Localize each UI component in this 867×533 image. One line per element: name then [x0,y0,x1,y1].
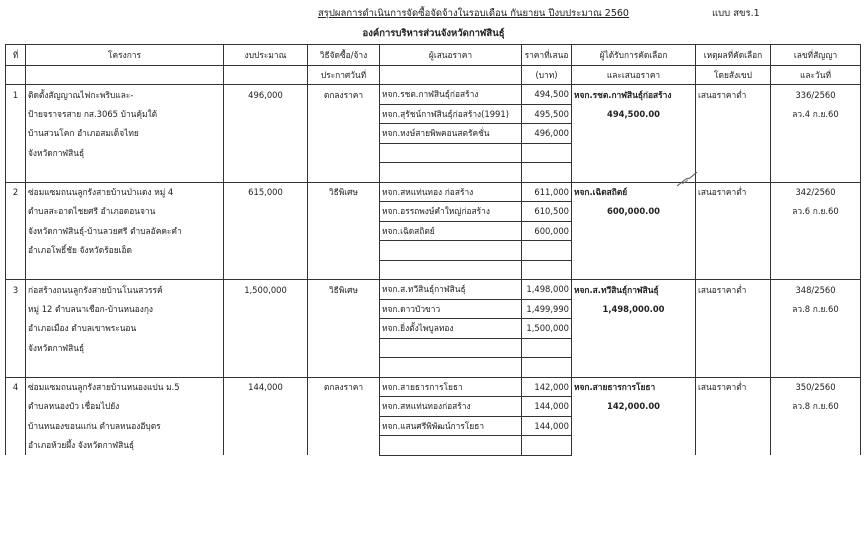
contract-date-cell: ลว.4 ก.ย.60 [771,104,861,124]
col-budget: งบประมาณ [224,45,308,66]
col-bidder-2 [380,66,522,85]
method-cell: ตกลงราคา [308,85,380,105]
table-body [6,85,861,456]
row-number: 4 [6,377,26,397]
method-cell [308,299,380,319]
table-row [6,416,861,436]
col-bidder: ผู้เสนอราคา [380,45,522,66]
project-text: ป้ายจราจรสาย กส.3065 บ้านคุ้มใต้ [26,104,224,124]
selected-vendor-cell: หจก.สายธารการโยธา [572,377,696,397]
budget-cell: 496,000 [224,85,308,105]
handwritten-mark-icon [676,170,698,188]
reason-cell [696,104,771,124]
contract-date-cell: ลว.8 ก.ย.60 [771,397,861,417]
selected-vendor-cell [572,319,696,339]
price-cell: 600,000 [522,221,572,241]
project-text: อำเภอเมือง ตำบลเขาพระนอน [26,319,224,339]
table-row [6,319,861,339]
price-cell: 1,499,990 [522,299,572,319]
price-cell: 494,500 [522,85,572,105]
budget-cell [224,221,308,241]
project-text: หมู่ 12 ตำบลนาเชือก-บ้านหนองกุง [26,299,224,319]
budget-cell: 1,500,000 [224,280,308,300]
contract-no-cell: 350/2560 [771,377,861,397]
reason-cell [696,397,771,417]
table-row [6,202,861,222]
table-row [6,299,861,319]
method-cell [308,436,380,456]
row-number [6,202,26,222]
reason-cell [696,299,771,319]
table-row [6,377,861,397]
row-number [6,299,26,319]
document-title: สรุปผลการดำเนินการจัดซื้อจัดจ้างในรอบเดือน กันยายน ปีงบประมาณ 2560 [318,8,629,19]
col-method: วิธีจัดซื้อ/จ้าง [308,45,380,66]
table-row [6,104,861,124]
project-text: บ้านหนองขอนแก่น ตำบลหนองอีบุตร [26,416,224,436]
budget-cell [224,397,308,417]
table-row [6,436,861,456]
reason-cell [696,416,771,436]
selected-price-cell: 1,498,000.00 [572,299,696,319]
contract-no-cell [771,143,861,163]
contract-no-cell [771,358,861,378]
bidder-cell: หจก.อรรถพงษ์คำใหญ่ก่อสร้าง [380,202,522,222]
row-number: 2 [6,182,26,202]
price-cell [522,143,572,163]
row-number [6,124,26,144]
col-budget-2 [224,66,308,85]
project-text [26,358,224,378]
budget-cell [224,143,308,163]
bidder-cell: หจก.ยิ่งตั้งไพบูลทอง [380,319,522,339]
col-contract: เลขที่สัญญา [771,45,861,66]
bidder-cell: หจก.หงษ์สายพิพคอนสตรัคชั่น [380,124,522,144]
contract-no-cell [771,436,861,456]
contract-no-cell [771,221,861,241]
selected-vendor-cell: หจก.เฉิดสถิตย์ [572,182,696,202]
form-code: แบบ สขร.1 [712,8,760,19]
price-cell [522,260,572,280]
project-text: ซ่อมแซมถนนลูกรังสายบ้านป่าแดง หมู่ 4 [26,182,224,202]
bidder-cell [380,260,522,280]
contract-no-cell: 336/2560 [771,85,861,105]
table-row [6,124,861,144]
price-cell: 1,498,000 [522,280,572,300]
method-cell [308,358,380,378]
price-cell: 1,500,000 [522,319,572,339]
reason-cell: เสนอราคาต่ำ [696,85,771,105]
col-contract-2: และวันที่ [771,66,861,85]
project-text: อำเภอโพธิ์ชัย จังหวัดร้อยเอ็ด [26,241,224,261]
document-title-bar [0,6,867,22]
budget-cell [224,202,308,222]
method-cell [308,260,380,280]
reason-cell [696,221,771,241]
budget-cell [224,299,308,319]
contract-date-cell: ลว.6 ก.ย.60 [771,202,861,222]
row-number [6,163,26,183]
table-row [6,143,861,163]
col-no: ที่ [6,45,26,66]
row-number [6,241,26,261]
project-text: ก่อสร้างถนนลูกรังสายบ้านโนนสวรรค์ [26,280,224,300]
price-cell [522,241,572,261]
price-cell [522,338,572,358]
reason-cell [696,241,771,261]
budget-cell [224,436,308,456]
bidder-cell: หจก.สหแท่นทองก่อสร้าง [380,397,522,417]
col-project-2 [26,66,224,85]
price-cell: 495,500 [522,104,572,124]
col-no-2 [6,66,26,85]
contract-no-cell [771,260,861,280]
project-text [26,163,224,183]
bidder-cell [380,241,522,261]
organization-name: องค์การบริหารส่วนจังหวัดกาฬสินธุ์ [362,28,505,39]
budget-cell: 144,000 [224,377,308,397]
row-number [6,143,26,163]
budget-cell: 615,000 [224,182,308,202]
selected-vendor-cell [572,338,696,358]
reason-cell [696,260,771,280]
reason-cell [696,163,771,183]
selected-price-cell: 600,000.00 [572,202,696,222]
method-cell [308,241,380,261]
selected-vendor-cell [572,221,696,241]
contract-date-cell: ลว.8 ก.ย.60 [771,299,861,319]
selected-vendor-cell [572,260,696,280]
bidder-cell [380,358,522,378]
table-row [6,397,861,417]
project-text: ตำบลหนองบัว เชื่อมไปยัง [26,397,224,417]
selected-vendor-cell [572,358,696,378]
contract-no-cell [771,416,861,436]
contract-no-cell: 342/2560 [771,182,861,202]
method-cell [308,163,380,183]
project-text: จังหวัดกาฬสินธุ์ [26,338,224,358]
col-price: ราคาที่เสนอ [522,45,572,66]
method-cell: ตกลงราคา [308,377,380,397]
selected-vendor-cell: หจก.ส.ทวีสินธุ์กาฬสินธุ์ [572,280,696,300]
budget-cell [224,260,308,280]
price-cell: 142,000 [522,377,572,397]
budget-cell [224,124,308,144]
row-number: 1 [6,85,26,105]
method-cell [308,319,380,339]
row-number: 3 [6,280,26,300]
method-cell: วิธีพิเศษ [308,182,380,202]
price-cell [522,358,572,378]
col-price-2: (บาท) [522,66,572,85]
row-number [6,319,26,339]
reason-cell: เสนอราคาต่ำ [696,182,771,202]
price-cell: 496,000 [522,124,572,144]
budget-cell [224,104,308,124]
method-cell [308,338,380,358]
table-row [6,85,861,105]
price-cell [522,163,572,183]
project-text: อำเภอห้วยผึ้ง จังหวัดกาฬสินธุ์ [26,436,224,456]
contract-no-cell [771,241,861,261]
project-text [26,260,224,280]
col-project: โครงการ [26,45,224,66]
bidder-cell [380,163,522,183]
reason-cell: เสนอราคาต่ำ [696,377,771,397]
row-number [6,436,26,456]
price-cell: 611,000 [522,182,572,202]
selected-vendor-cell [572,241,696,261]
contract-no-cell [771,163,861,183]
col-reason-2: โดยสังเขป [696,66,771,85]
bidder-cell: หจก.สายธารการโยธา [380,377,522,397]
reason-cell [696,358,771,378]
reason-cell [696,202,771,222]
bidder-cell: หจก.สุรัชน์กาฬสินธุ์ก่อสร้าง(1991) [380,104,522,124]
price-cell: 144,000 [522,416,572,436]
project-text: บ้านสวนโคก อำเภอสมเด็จไทย [26,124,224,144]
selected-vendor-cell [572,143,696,163]
price-cell: 144,000 [522,397,572,417]
row-number [6,221,26,241]
contract-no-cell [771,338,861,358]
row-number [6,416,26,436]
selected-price-cell: 142,000.00 [572,397,696,417]
reason-cell [696,338,771,358]
project-text: ซ่อมแซมถนนลูกรังสายบ้านหนองแปน ม.5 [26,377,224,397]
selected-price-cell: 494,500.00 [572,104,696,124]
bidder-cell: หจก.แสนศรีพิพัฒน์การโยธา [380,416,522,436]
reason-cell [696,143,771,163]
budget-cell [224,358,308,378]
bidder-cell: หจก.สหแท่นทอง ก่อสร้าง [380,182,522,202]
bidder-cell: หจก.รชต.กาฬสินธุ์ก่อสร้าง [380,85,522,105]
bidder-cell [380,338,522,358]
method-cell [308,221,380,241]
table-row [6,338,861,358]
contract-no-cell [771,319,861,339]
col-method-2: ประกาศวันที่ [308,66,380,85]
bidder-cell [380,436,522,456]
method-cell [308,143,380,163]
project-text: ติดตั้งสัญญาณไฟกะพริบและ- [26,85,224,105]
method-cell [308,104,380,124]
reason-cell [696,124,771,144]
col-selected: ผู้ได้รับการคัดเลือก [572,45,696,66]
selected-vendor-cell [572,124,696,144]
table-row [6,182,861,202]
row-number [6,104,26,124]
bidder-cell: หจก.ส.ทวีสินธุ์กาฬสินธุ์ [380,280,522,300]
budget-cell [224,241,308,261]
procurement-table [5,44,861,456]
method-cell [308,416,380,436]
bidder-cell: หจก.เฉิดสถิตย์ [380,221,522,241]
price-cell: 610,500 [522,202,572,222]
method-cell [308,202,380,222]
row-number [6,358,26,378]
budget-cell [224,416,308,436]
table-row [6,163,861,183]
table-row [6,358,861,378]
method-cell [308,124,380,144]
bidder-cell [380,143,522,163]
project-text: จังหวัดกาฬสินธุ์ [26,143,224,163]
method-cell [308,397,380,417]
row-number [6,260,26,280]
selected-vendor-cell [572,416,696,436]
selected-vendor-cell: หจก.รชต.กาฬสินธุ์ก่อสร้าง [572,85,696,105]
row-number [6,338,26,358]
col-selected-2: และเสนอราคา [572,66,696,85]
price-cell [522,436,572,456]
contract-no-cell: 348/2560 [771,280,861,300]
budget-cell [224,338,308,358]
col-reason: เหตุผลที่คัดเลือก [696,45,771,66]
reason-cell [696,436,771,456]
table-row [6,280,861,300]
header-row-2 [6,66,861,85]
table-row [6,241,861,261]
budget-cell [224,319,308,339]
table-row [6,260,861,280]
contract-no-cell [771,124,861,144]
method-cell: วิธีพิเศษ [308,280,380,300]
reason-cell: เสนอราคาต่ำ [696,280,771,300]
reason-cell [696,319,771,339]
row-number [6,397,26,417]
budget-cell [224,163,308,183]
bidder-cell: หจก.ดาวบัวขาว [380,299,522,319]
table-row [6,221,861,241]
header-row [6,45,861,66]
project-text: ตำบลสะอาดไชยศรี อำเภอดอนจาน [26,202,224,222]
selected-vendor-cell [572,436,696,456]
project-text: จังหวัดกาฬสินธุ์-บ้านลวยศรี ตำบลอัคคะคำ [26,221,224,241]
